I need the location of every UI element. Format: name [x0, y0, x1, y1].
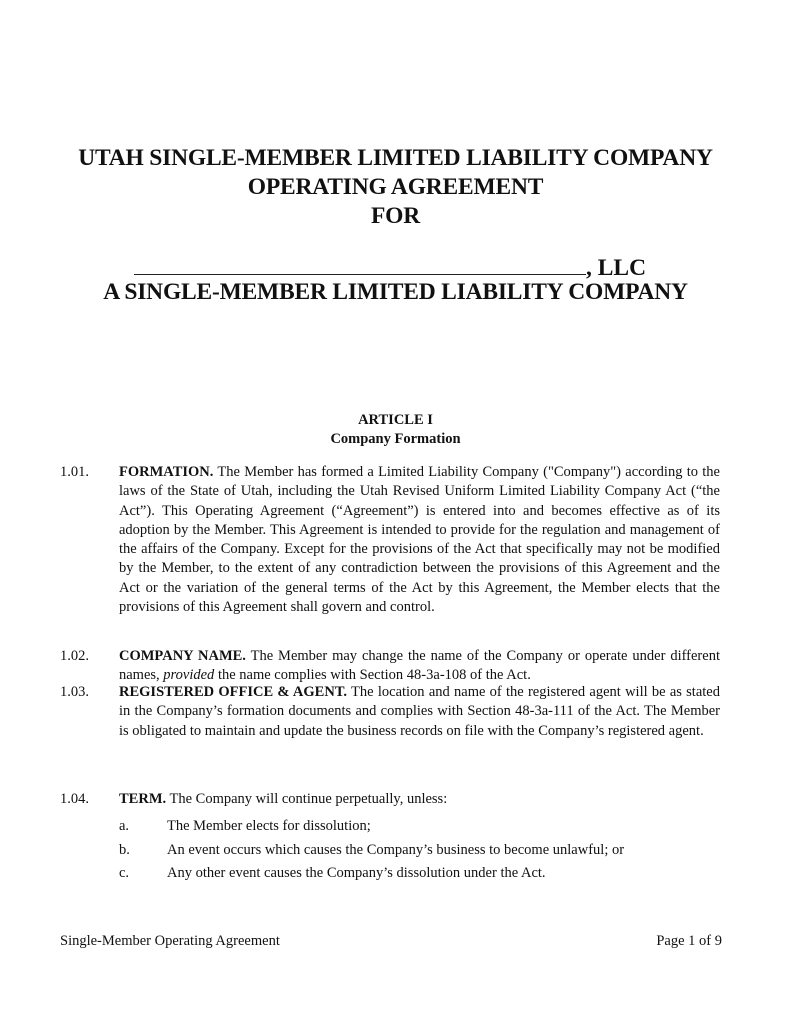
section-text: the name complies with Section 48-3a-108 of the Act. — [217, 667, 531, 684]
section-heading: COMPANY NAME. — [119, 648, 246, 664]
section-text: The Member has formed a Limited Liability Company ("Company") according to the laws of the State of Utah, including the Utah Revised Uniform Limited Liability Company Act (“the Act”). This Operating Agreement (“Agreement”) is entered into and becomes effective as of its adoption by the Member. This Agreement is intended to provide for the regulation and management of the affairs of the Company. Except for the provisions of the Act that specifically may not be modified by the Member, to the extent of any contradiction between the provisions of this Agreement and the Act or the variation of the general terms of the Act by this Agreement, the Member elects that the provisions of this Agreement shall govern and control. — [119, 464, 720, 616]
section-heading: FORMATION. — [119, 464, 214, 480]
document-subtitle: A SINGLE-MEMBER LIMITED LIABILITY COMPANY — [103, 279, 688, 305]
section-registered-office — [60, 683, 720, 741]
section-text: The Member may change the name of the Company or operate under different names, — [119, 648, 720, 684]
footer-document-name: Single-Member Operating Agreement — [60, 933, 280, 949]
list-item-letter: a. — [119, 818, 130, 834]
section-heading: TERM. — [119, 791, 167, 807]
title-line-1: UTAH SINGLE-MEMBER LIMITED LIABILITY COMPANY — [78, 145, 713, 171]
section-formation — [60, 463, 720, 617]
article-heading — [0, 411, 791, 449]
company-name-blank-field[interactable] — [134, 252, 586, 275]
list-item-text: The Member elects for dissolution; — [167, 818, 371, 834]
section-term — [60, 790, 720, 809]
footer-page-number: Page 1 of 9 — [656, 933, 722, 949]
section-text: The location and name of the registered agent will be as stated in the Company’s formation documents and complies with Section 48-3a-111 of the Act. The Member is obligated to maintain and update the business records on file with the Company’s registered agent. — [119, 684, 720, 739]
section-company-name — [60, 647, 720, 686]
section-text-italic: provided — [163, 667, 215, 684]
title-line-2: OPERATING AGREEMENT — [247, 174, 544, 200]
list-item-text: Any other event causes the Company’s dissolution under the Act. — [167, 865, 546, 881]
list-item-letter: c. — [119, 865, 130, 881]
section-heading: REGISTERED OFFICE & AGENT. — [119, 684, 348, 700]
article-title: Company Formation — [330, 431, 461, 447]
section-number: 1.01. — [60, 464, 89, 480]
section-text: The Company will continue perpetually, unless: — [169, 791, 448, 807]
title-line-3: FOR — [370, 203, 420, 229]
llc-suffix: , LLC — [586, 255, 647, 281]
section-number: 1.02. — [60, 648, 89, 664]
section-number: 1.04. — [60, 791, 89, 807]
list-item-text: An event occurs which causes the Company’s business to become unlawful; or — [167, 842, 625, 858]
document-title — [0, 144, 791, 231]
list-item-letter: b. — [119, 842, 130, 858]
section-number: 1.03. — [60, 684, 89, 700]
article-number: ARTICLE I — [358, 412, 433, 428]
